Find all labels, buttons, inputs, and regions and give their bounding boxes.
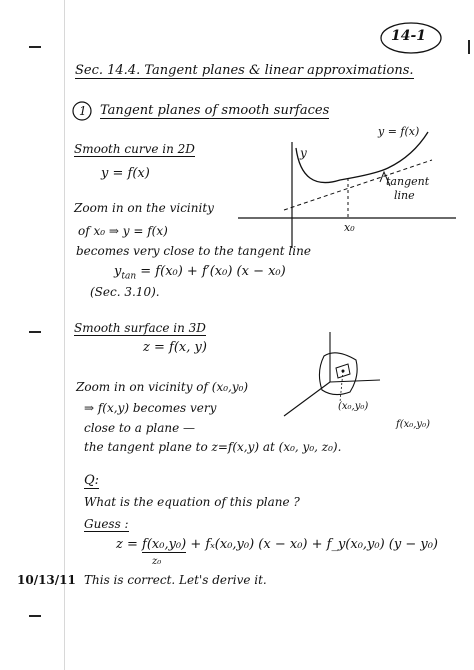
question-text: What is the equation of this plane ? xyxy=(84,495,300,509)
zoom3-text-line1: Zoom in on vicinity of (x₀,y₀) xyxy=(76,380,249,394)
zoom-text-line2: of x₀ ⇒ y = f(x) xyxy=(78,224,168,238)
binder-mark xyxy=(29,331,41,333)
surface-value-label: f(x₀,y₀) xyxy=(396,419,430,430)
tangent-eq-sub: tan xyxy=(121,271,137,282)
surface-heading: Smooth surface in 3D xyxy=(74,321,206,335)
guess-equation xyxy=(116,538,438,551)
section-number: 1 xyxy=(79,104,87,118)
section-heading: Tangent planes of smooth surfaces xyxy=(100,103,330,118)
curve-equation: y = f(x) xyxy=(101,166,150,181)
surface-point-label: (x₀,y₀) xyxy=(338,401,369,412)
curve-heading: Smooth curve in 2D xyxy=(74,142,195,156)
graph-tangent-label: tangent xyxy=(386,175,430,188)
graph-curve-label: y = f(x) xyxy=(378,125,420,138)
binder-mark xyxy=(29,615,41,617)
binder-mark xyxy=(29,46,41,48)
guess-eq-rest: + fₓ(x₀,y₀) (x − x₀) + f_y(x₀,y₀) (y − y₀) xyxy=(190,537,438,552)
point-drop xyxy=(340,371,343,402)
zoom3-text-line4: the tangent plane to z=f(x,y) at (x₀, y₀, z₀). xyxy=(84,440,342,454)
zoom3-text-line2: ⇒ f(x,y) becomes very xyxy=(84,401,217,415)
x-axis-3d xyxy=(284,382,330,416)
surface-sketch xyxy=(276,320,386,420)
graph-x0-label: x₀ xyxy=(344,221,355,234)
tangent-equation xyxy=(114,265,286,282)
zoom3-text-line3: close to a plane — xyxy=(84,421,196,435)
tangent-eq-lhs: y xyxy=(114,264,122,279)
question-label: Q: xyxy=(84,473,100,488)
guess-label: Guess : xyxy=(84,517,129,531)
guess-eq-term1-sub: z₀ xyxy=(152,556,162,567)
edge-mark xyxy=(468,40,470,54)
guess-eq-lhs: z = xyxy=(116,537,143,552)
graph-y-label: y xyxy=(300,146,307,160)
zoom-text-line3: becomes very close to the tangent line xyxy=(76,244,311,258)
surface-equation: z = f(x, y) xyxy=(143,340,207,355)
margin-line xyxy=(64,0,65,670)
zoom-text-line1: Zoom in on the vicinity xyxy=(74,201,214,215)
page-number: 14-1 xyxy=(391,28,427,44)
surface-patch xyxy=(319,353,357,395)
section-reference: (Sec. 3.10). xyxy=(90,285,160,299)
guess-eq-term1: f(x₀,y₀) xyxy=(142,537,187,552)
page-title: Sec. 14.4. Tangent planes & linear approximations. xyxy=(75,63,414,78)
tangent-eq-rhs: = f(x₀) + f′(x₀) (x − x₀) xyxy=(140,264,286,279)
conclusion-text: This is correct. Let's derive it. xyxy=(84,573,267,587)
graph-tangent-label-line2: line xyxy=(394,189,415,202)
date-stamp: 10/13/11 xyxy=(17,573,76,587)
